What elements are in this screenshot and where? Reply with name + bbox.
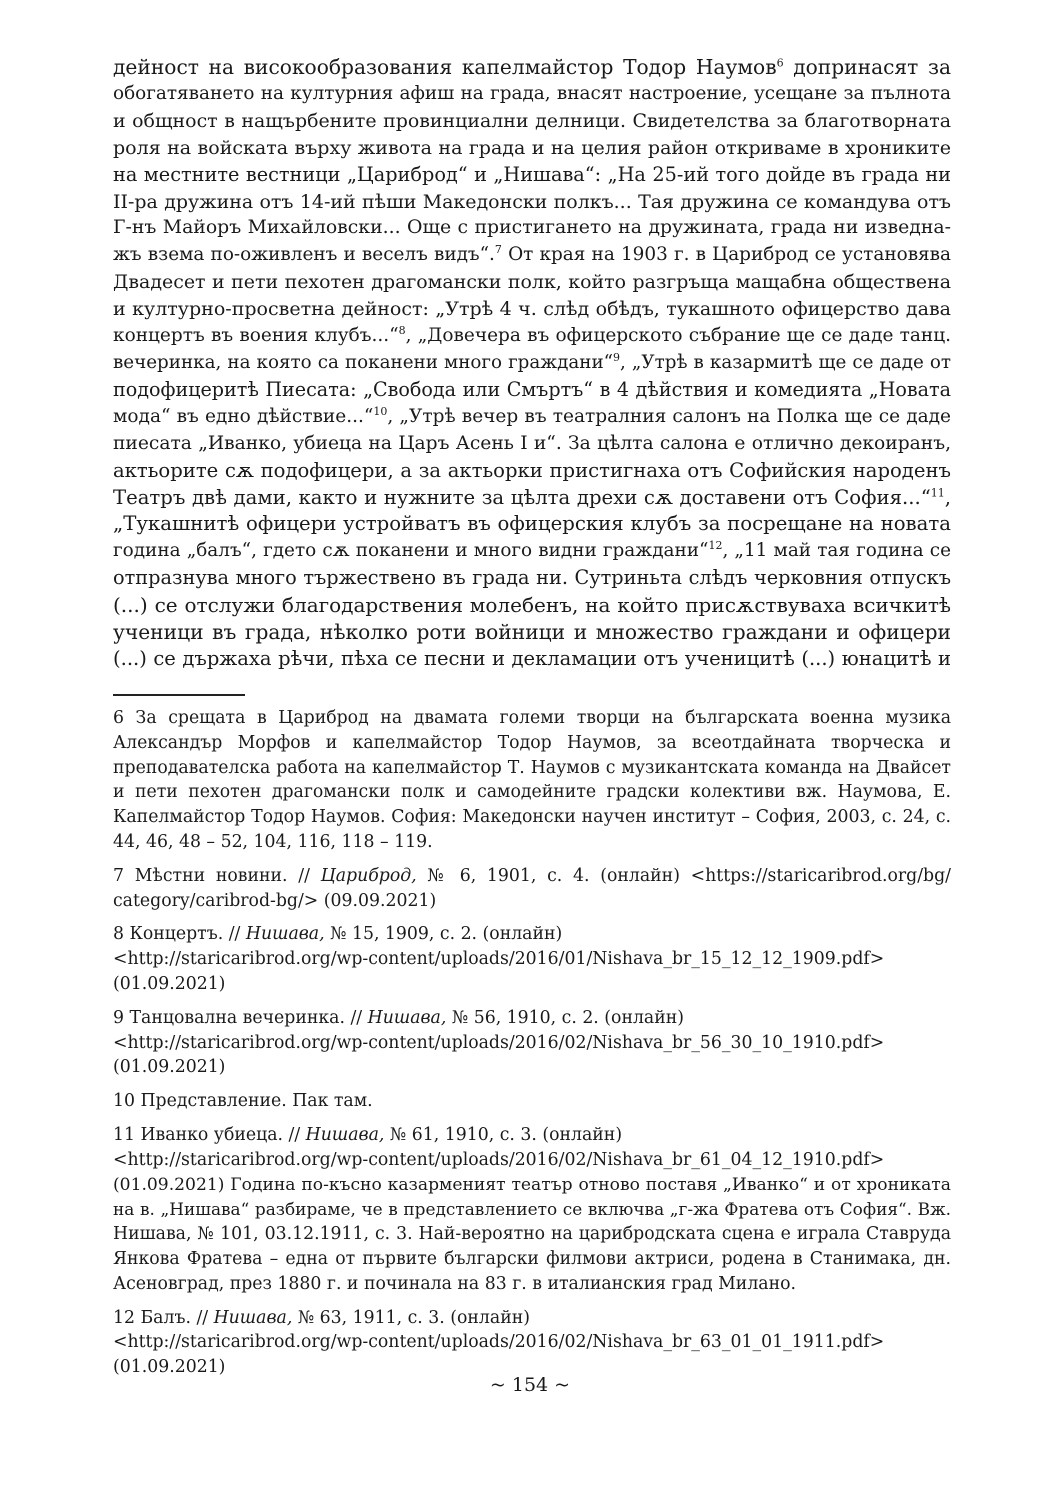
- body-paragraph: [113, 54, 951, 673]
- footnote-line: (01.09.2021): [113, 1057, 226, 1078]
- footnote-12: [113, 1306, 951, 1380]
- text-line: мода“ въ едно дѣйствие...“$^{10}$, „Утрѣ вечер въ театралния салонъ на Полка ще се даде: [113, 404, 951, 427]
- footnote-line: 7 Мѣстни новини. // Цариброд, № 6, 1901, с. 4. (онлайн) <https://staricaribrod.org/bg/: [113, 865, 952, 886]
- text-line: отпразнува много тържествено въ града ни. Сутриньта слѣдъ черковния отпускъ: [113, 566, 951, 590]
- text-line: (...) се държаха рѣчи, пѣха се песни и декламации отъ ученицитѣ (...) юнацитѣ и: [113, 646, 951, 670]
- footnote-line: 6 За срещата в Цариброд на двамата големи творци на българската военна музика: [113, 708, 951, 728]
- footnote-line: 10 Представление. Пак там.: [113, 1091, 373, 1112]
- footnote-line: Янкова Фратева – една от първите български филмови актриси, родена в Станимака, дн.: [113, 1248, 951, 1269]
- text-line: и културно-просветна дейност: „Утрѣ 4 ч. слѣд обѣдъ, тукашното офицерство дава: [113, 298, 951, 321]
- footnote-line: 9 Танцовална вечеринка. // Нишава, № 56, 1910, с. 2. (онлайн): [113, 1007, 685, 1028]
- text-line: Театръ двѣ дами, както и нужните за цѣлта дрехи сѫ доставени отъ София...“$^{11}$,: [113, 485, 951, 509]
- text-line: II-ра дружина отъ 14-ий пѣши Македонски полкъ... Тая дружина се командува отъ: [113, 190, 951, 213]
- text-line: Двадесет и пети пехотен драгомански полк, който разгръща мащабна обществена: [113, 271, 951, 294]
- footnote-line: (01.09.2021) Година по-късно казарменият театър отново поставя „Иванко“ и от хрониката: [113, 1174, 951, 1195]
- footnote-11: [113, 1123, 951, 1297]
- footnote-ref[interactable]: 9: [613, 350, 621, 364]
- text-line: жъ взема по-оживленъ и веселъ видъ“.$^7$ От края на 1903 г. в Цариброд се установява: [113, 243, 951, 266]
- text-line: вечеринка, на която са поканени много граждани“$^9$, „Утрѣ в казармитѣ ще се даде от: [113, 350, 952, 373]
- footnote-line: 12 Балъ. // Нишава, № 63, 1911, с. 3. (онлайн): [113, 1307, 530, 1328]
- footnote-9: [113, 1006, 951, 1080]
- footnote-line: category/caribrod-bg/> (09.09.2021): [113, 890, 437, 911]
- footnote-line: (01.09.2021): [113, 973, 226, 994]
- footnote-line: (01.09.2021): [113, 1357, 226, 1378]
- text-line: (...) се отслужи благодарствения молебенъ, на който присѫствуваха всичкитѣ: [113, 593, 951, 618]
- text-line: „Тукашнитѣ офицери устройватъ въ офицерския клубъ за посрещане на новата: [113, 512, 951, 536]
- footnote-ref[interactable]: 7: [494, 243, 502, 257]
- footnote-link[interactable]: <http://staricaribrod.org/wp-content/uploads/2016/02/Nishava_br_61_04_12_1910.pdf>: [113, 1149, 885, 1170]
- text-line: ученици въ града, нѣколко роти войници и множество граждани и офицери: [113, 620, 951, 645]
- text-line: пиесата „Иванко, убиеца на Царъ Асень I и“. За цѣлта салона е отлично декоиранъ,: [113, 432, 951, 454]
- page-number: ~ 154 ~: [489, 1374, 571, 1396]
- text-line: на местните вестници „Цариброд“ и „Нишава“: „На 25-ий того дойде въ града ни: [113, 162, 951, 186]
- footnote-line: 8 Концертъ. // Нишава, № 15, 1909, с. 2. (онлайн): [113, 924, 563, 945]
- text-line: и общност в нащърбените провинциални делници. Свидетелства за благотворната: [113, 109, 951, 132]
- footnote-line: Асеновград, през 1880 г. и починала на 83 г. в италианския град Милано.: [113, 1273, 797, 1294]
- text-line: подофицеритѣ Пиесата: „Свобода или Смъртъ“ в 4 дѣйствия и комедията „Новата: [113, 377, 951, 401]
- footnotes: [113, 706, 951, 1389]
- footnote-7: [113, 864, 951, 914]
- text-line: концертъ въ воения клубъ...“$^8$, „Довечера въ офицерското събрание ще се даде танц.: [113, 323, 951, 347]
- footnote-ref[interactable]: 8: [398, 323, 406, 337]
- footnote-ref[interactable]: 6: [776, 56, 784, 70]
- footnote-line: на в. „Нишава“ разбираме, че в представлението се включва „г-жа Фратева отъ София“. Вж.: [113, 1199, 951, 1220]
- text-line: актьорите сѫ подофицери, а за актьорки пристигнаха отъ Софийския народенъ: [113, 458, 951, 482]
- footnote-line: 44, 46, 48 – 52, 104, 116, 118 – 119.: [113, 831, 433, 852]
- text-line: дейност на високообразования капелмайстор Тодор Наумов$^6$ допринасят за: [113, 55, 951, 79]
- footnote-line: 11 Иванко убиеца. // Нишава, № 61, 1910, с. 3. (онлайн): [113, 1124, 623, 1145]
- footnote-line: Капелмайстор Тодор Наумов. София: Македонски научен институт – София, 2003, с. 24, с.: [113, 807, 951, 828]
- footnote-10: [113, 1089, 951, 1114]
- footnote-link[interactable]: <http://staricaribrod.org/wp-content/uploads/2016/02/Nishava_br_63_01_01_1911.pdf>: [113, 1332, 885, 1353]
- footnote-ref[interactable]: 10: [373, 404, 388, 418]
- text-line: роля на войската върху живота на града и на целия район откриваме в хрониките: [113, 136, 951, 159]
- text-line: обогатяването на културния афиш на града, внасят настроение, усещане за пълнота: [113, 82, 951, 104]
- footnote-link[interactable]: <http://staricaribrod.org/wp-content/uploads/2016/01/Nishava_br_15_12_12_1909.pdf>: [113, 949, 885, 970]
- footnote-line: Александър Морфов и капелмайстор Тодор Наумов, за всеотдайната творческа и: [113, 732, 951, 753]
- footnote-ref[interactable]: 12: [708, 539, 723, 553]
- text-line: Г-нъ Майоръ Михайловски... Още с пристигането на дружината, града ни изведна-: [113, 217, 951, 239]
- footnote-8: [113, 922, 951, 996]
- text-line: година „балъ“, гдето сѫ поканени и много видни граждани“$^{12}$, „11 май тая година се: [113, 539, 951, 562]
- footnote-ref[interactable]: 11: [930, 485, 945, 499]
- footnote-line: преподавателска работа на капелмайстор Т. Наумов с музикантската команда на Двайсет: [113, 757, 951, 778]
- footnote-line: и пети пехотен драгомански полк и самодейните градски колективи вж. Наумова, Е.: [113, 782, 951, 803]
- footnote-separator: [113, 694, 245, 696]
- footnote-link[interactable]: <http://staricaribrod.org/wp-content/uploads/2016/02/Nishava_br_56_30_10_1910.pdf>: [113, 1032, 885, 1053]
- footnote-6: [113, 706, 951, 855]
- footnote-line: Нишава, № 101, 03.12.1911, с. 3. Най-вероятно на царибродската сцена е играла Ставруда: [113, 1224, 951, 1245]
- main-text-block: [113, 54, 951, 673]
